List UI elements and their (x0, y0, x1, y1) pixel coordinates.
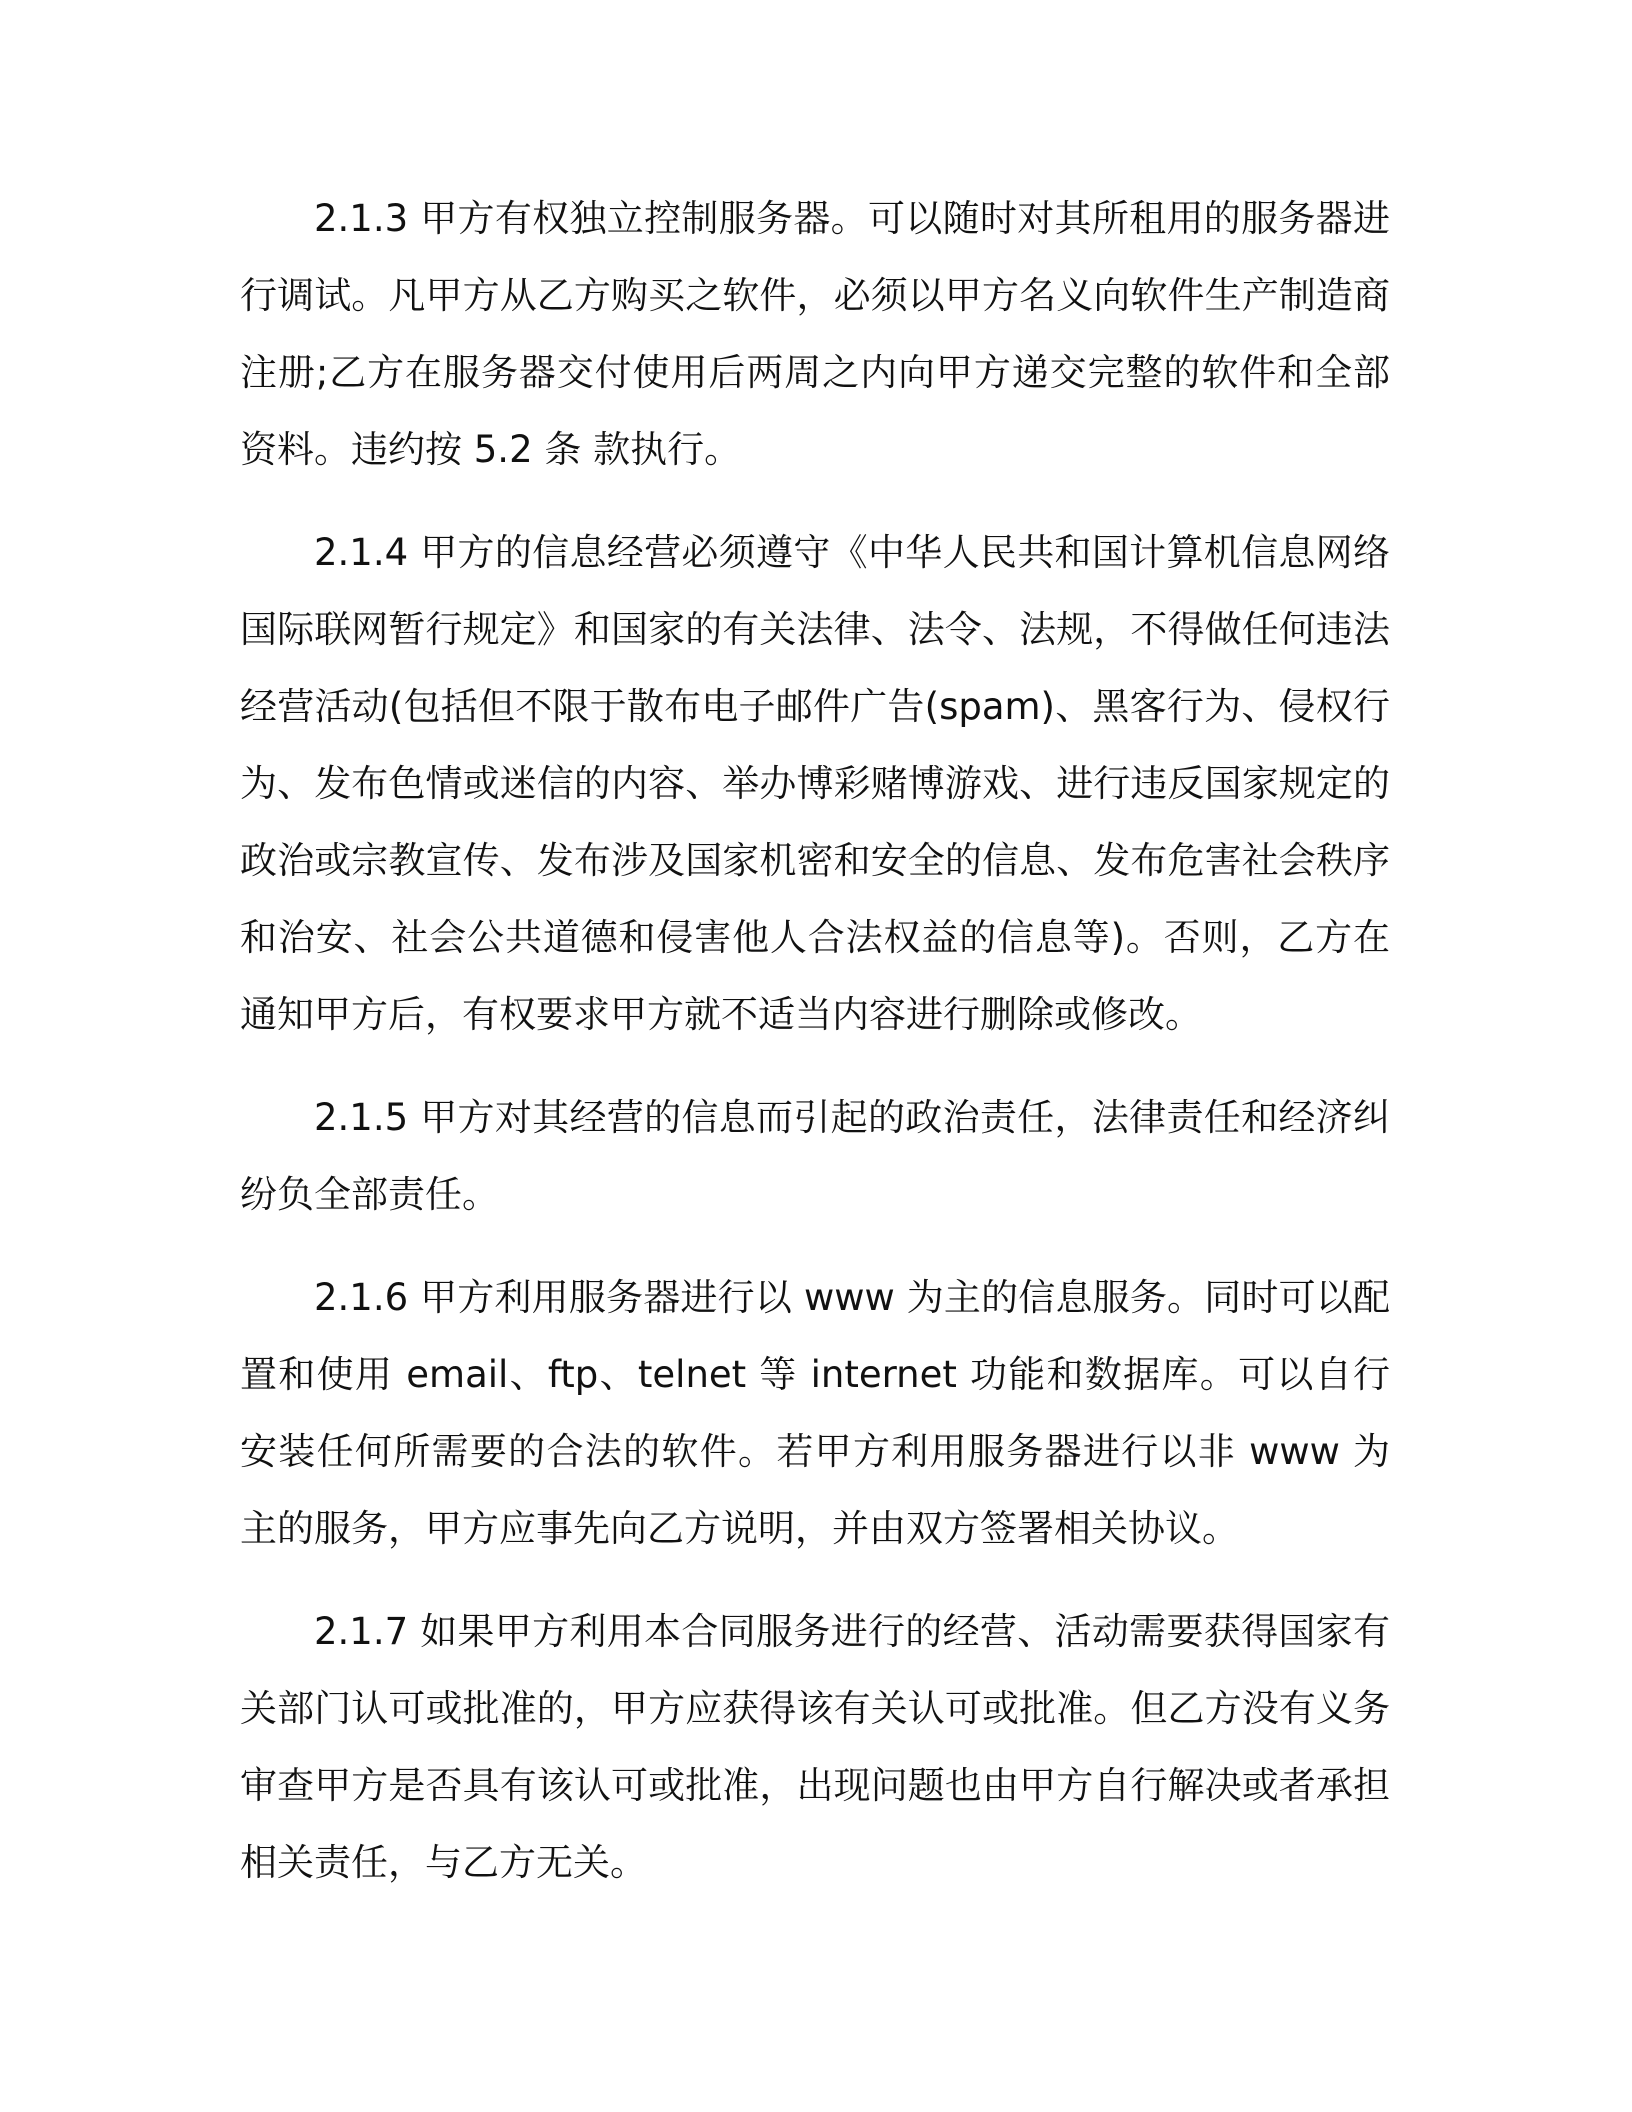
clause-2-1-3-paragraph: 2.1.3 甲方有权独立控制服务器。可以随时对其所租用的服务器进行调试。凡甲方从乙方购买之软件，必须以甲方名义向软件生产制造商注册;乙方在服务器交付使用后两周之内向甲方递交完整的软件和全部资料。违约按 5.2 条 款执行。 (240, 197, 1390, 471)
clause-2-1-5-paragraph: 2.1.5 甲方对其经营的信息而引起的政治责任，法律责任和经济纠纷负全部责任。 (240, 1096, 1390, 1216)
document-body (240, 180, 1390, 1901)
clause-2-1-7-paragraph: 2.1.7 如果甲方利用本合同服务进行的经营、活动需要获得国家有关部门认可或批准的，甲方应获得该有关认可或批准。但乙方没有义务审查甲方是否具有该认可或批准，出现问题也由甲方自行解决或者承担相关责任，与乙方无关。 (240, 1610, 1390, 1884)
clause-2-1-4-paragraph: 2.1.4 甲方的信息经营必须遵守《中华人民共和国计算机信息网络国际联网暂行规定》和国家的有关法律、法令、法规，不得做任何违法经营活动(包括但不限于散布电子邮件广告(spam)、黑客行为、侵权行为、发布色情或迷信的内容、举办博彩赌博游戏、进行违反国家规定的政治或宗教宣传、发布涉及国家机密和安全的信息、发布危害社会秩序和治安、社会公共道德和侵害他人合法权益的信息等)。否则，乙方在通知甲方后，有权要求甲方就不适当内容进行删除或修改。 (240, 531, 1390, 1036)
clause-2-1-6-paragraph: 2.1.6 甲方利用服务器进行以 www 为主的信息服务。同时可以配置和使用 email、ftp、telnet 等 internet 功能和数据库。可以自行安装任何所需要的合法的软件。若甲方利用服务器进行以非 www 为主的服务，甲方应事先向乙方说明，并由双方签署相关协议。 (240, 1276, 1390, 1550)
